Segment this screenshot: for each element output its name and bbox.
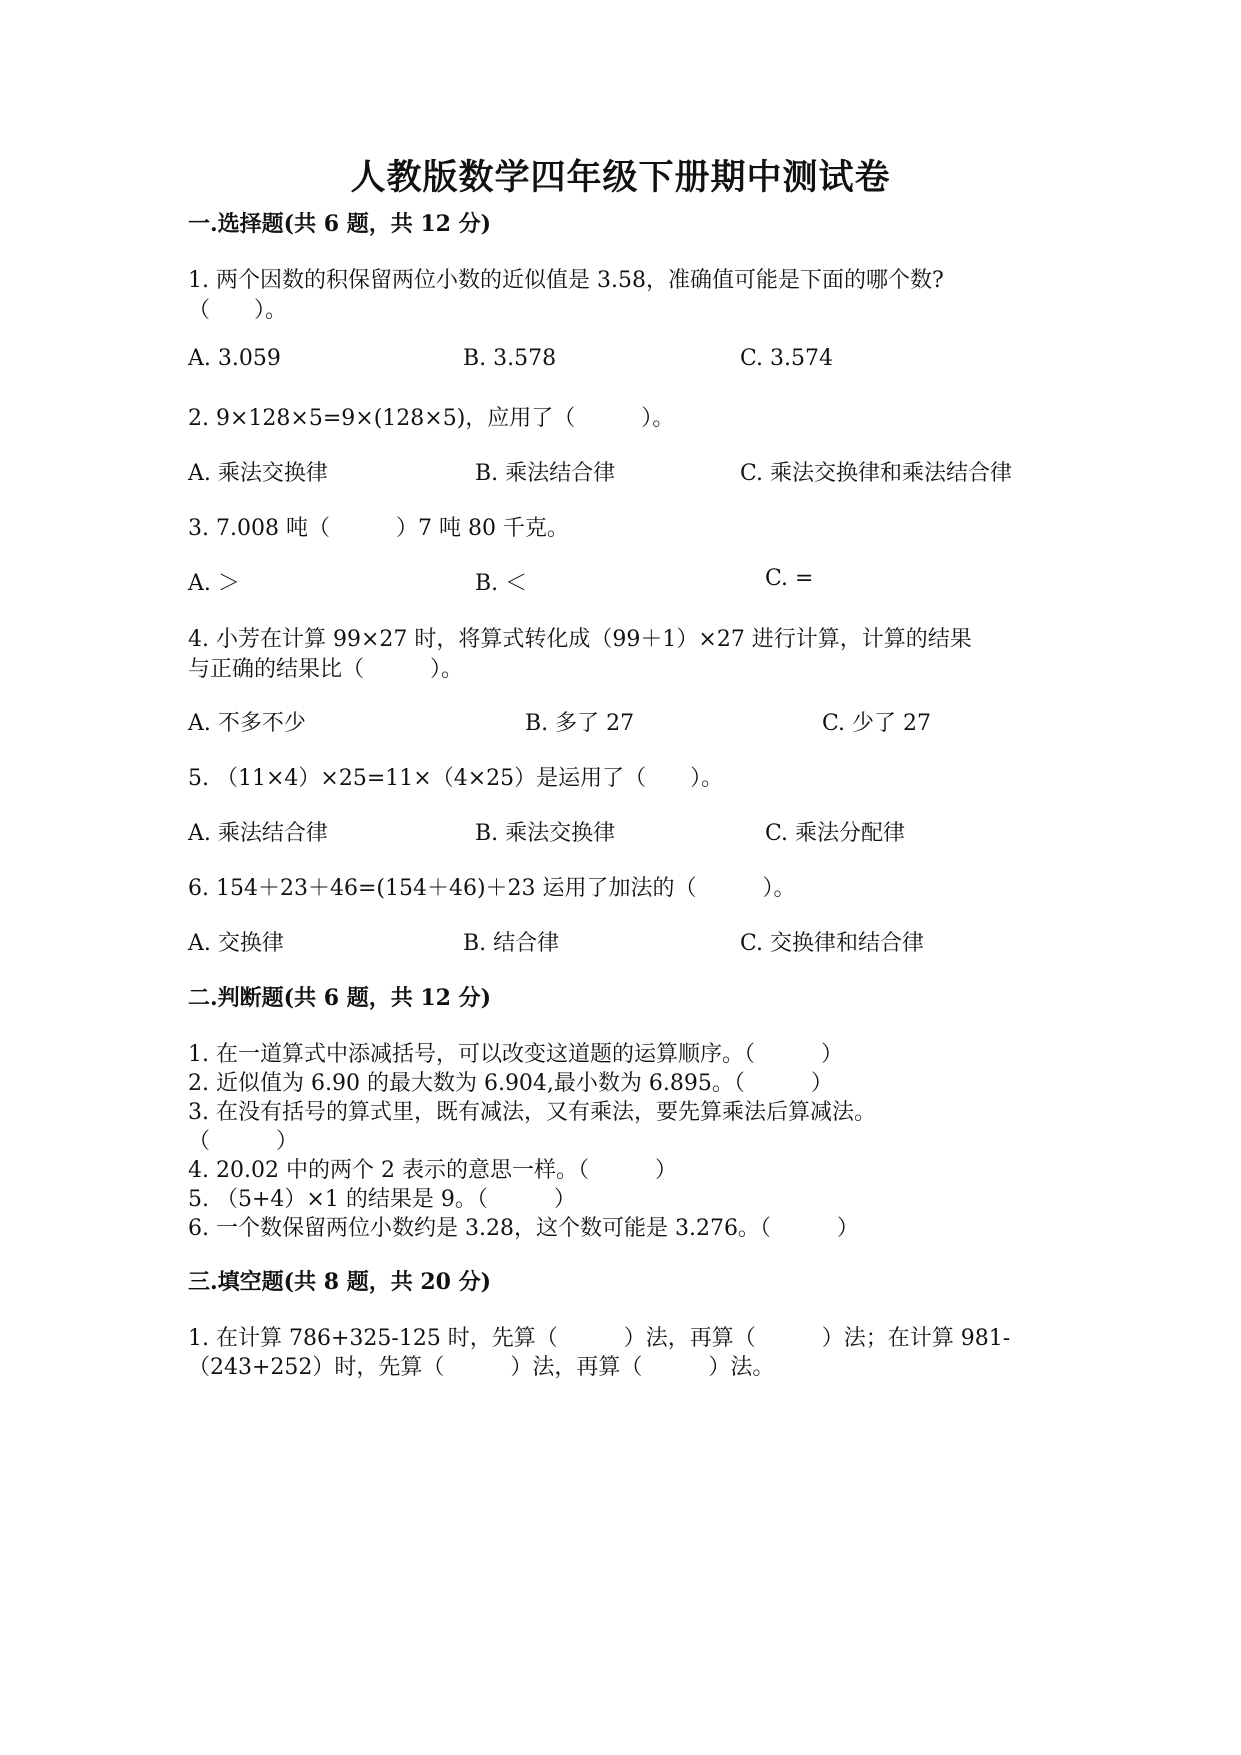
option-b: B. 3.578 [463,346,557,371]
option-b: B. 多了 27 [525,711,635,736]
option-c: C. = [765,566,814,591]
page-title: 人教版数学四年级下册期中测试卷 [350,157,891,198]
question-text: 2. 9×128×5=9×(128×5)，应用了（ ）。 [188,406,675,431]
option-a: A. 乘法交换律 [188,461,328,486]
section-heading-judgement: 二.判断题(共 6 题，共 12 分) [188,985,492,1011]
judgement-item: （ ） [188,1129,299,1154]
question-text: （ ）。 [188,298,288,323]
option-a: A. 3.059 [188,346,281,371]
option-c: C. 乘法分配律 [765,821,906,846]
question-text: 3. 7.008 吨（ ）7 吨 80 千克。 [188,516,569,541]
option-a: A. ＞ [188,571,240,596]
question-text: （243+252）时，先算（ ）法，再算（ ）法。 [188,1355,775,1380]
option-c: C. 3.574 [740,346,834,371]
question-text: 1. 两个因数的积保留两位小数的近似值是 3.58，准确值可能是下面的哪个数? [188,268,944,293]
option-b: B. 乘法交换律 [475,821,616,846]
judgement-item: 1. 在一道算式中添减括号，可以改变这道题的运算顺序。（ ） [188,1042,843,1067]
question-text: 5. （11×4）×25=11×（4×25）是运用了（ ）。 [188,766,724,791]
judgement-item: 6. 一个数保留两位小数约是 3.28，这个数可能是 3.276。（ ） [188,1216,859,1241]
judgement-item: 3. 在没有括号的算式里，既有减法，又有乘法，要先算乘法后算减法。 [188,1100,876,1125]
question-text: 4. 小芳在计算 99×27 时，将算式转化成（99＋1）×27 进行计算，计算的结果 [188,627,972,652]
option-a: A. 交换律 [188,931,284,956]
section-heading-choice: 一.选择题(共 6 题，共 12 分) [188,211,492,237]
option-a: A. 乘法结合律 [188,821,328,846]
question-text: 6. 154＋23＋46=(154＋46)＋23 运用了加法的（ ）。 [188,876,796,901]
option-c: C. 乘法交换律和乘法结合律 [740,461,1013,486]
judgement-item: 4. 20.02 中的两个 2 表示的意思一样。（ ） [188,1158,677,1183]
section-heading-fill: 三.填空题(共 8 题，共 20 分) [188,1269,492,1295]
option-c: C. 交换律和结合律 [740,931,925,956]
option-b: B. 乘法结合律 [475,461,616,486]
option-c: C. 少了 27 [822,711,932,736]
option-b: B. ＜ [475,571,528,596]
option-b: B. 结合律 [463,931,560,956]
question-text: 1. 在计算 786+325-125 时，先算（ ）法，再算（ ）法；在计算 981- [188,1326,1011,1351]
question-text: 与正确的结果比（ ）。 [188,657,464,682]
option-a: A. 不多不少 [188,711,306,736]
judgement-item: 2. 近似值为 6.90 的最大数为 6.904,最小数为 6.895。（ ） [188,1071,833,1096]
judgement-item: 5. （5+4）×1 的结果是 9。（ ） [188,1187,576,1212]
